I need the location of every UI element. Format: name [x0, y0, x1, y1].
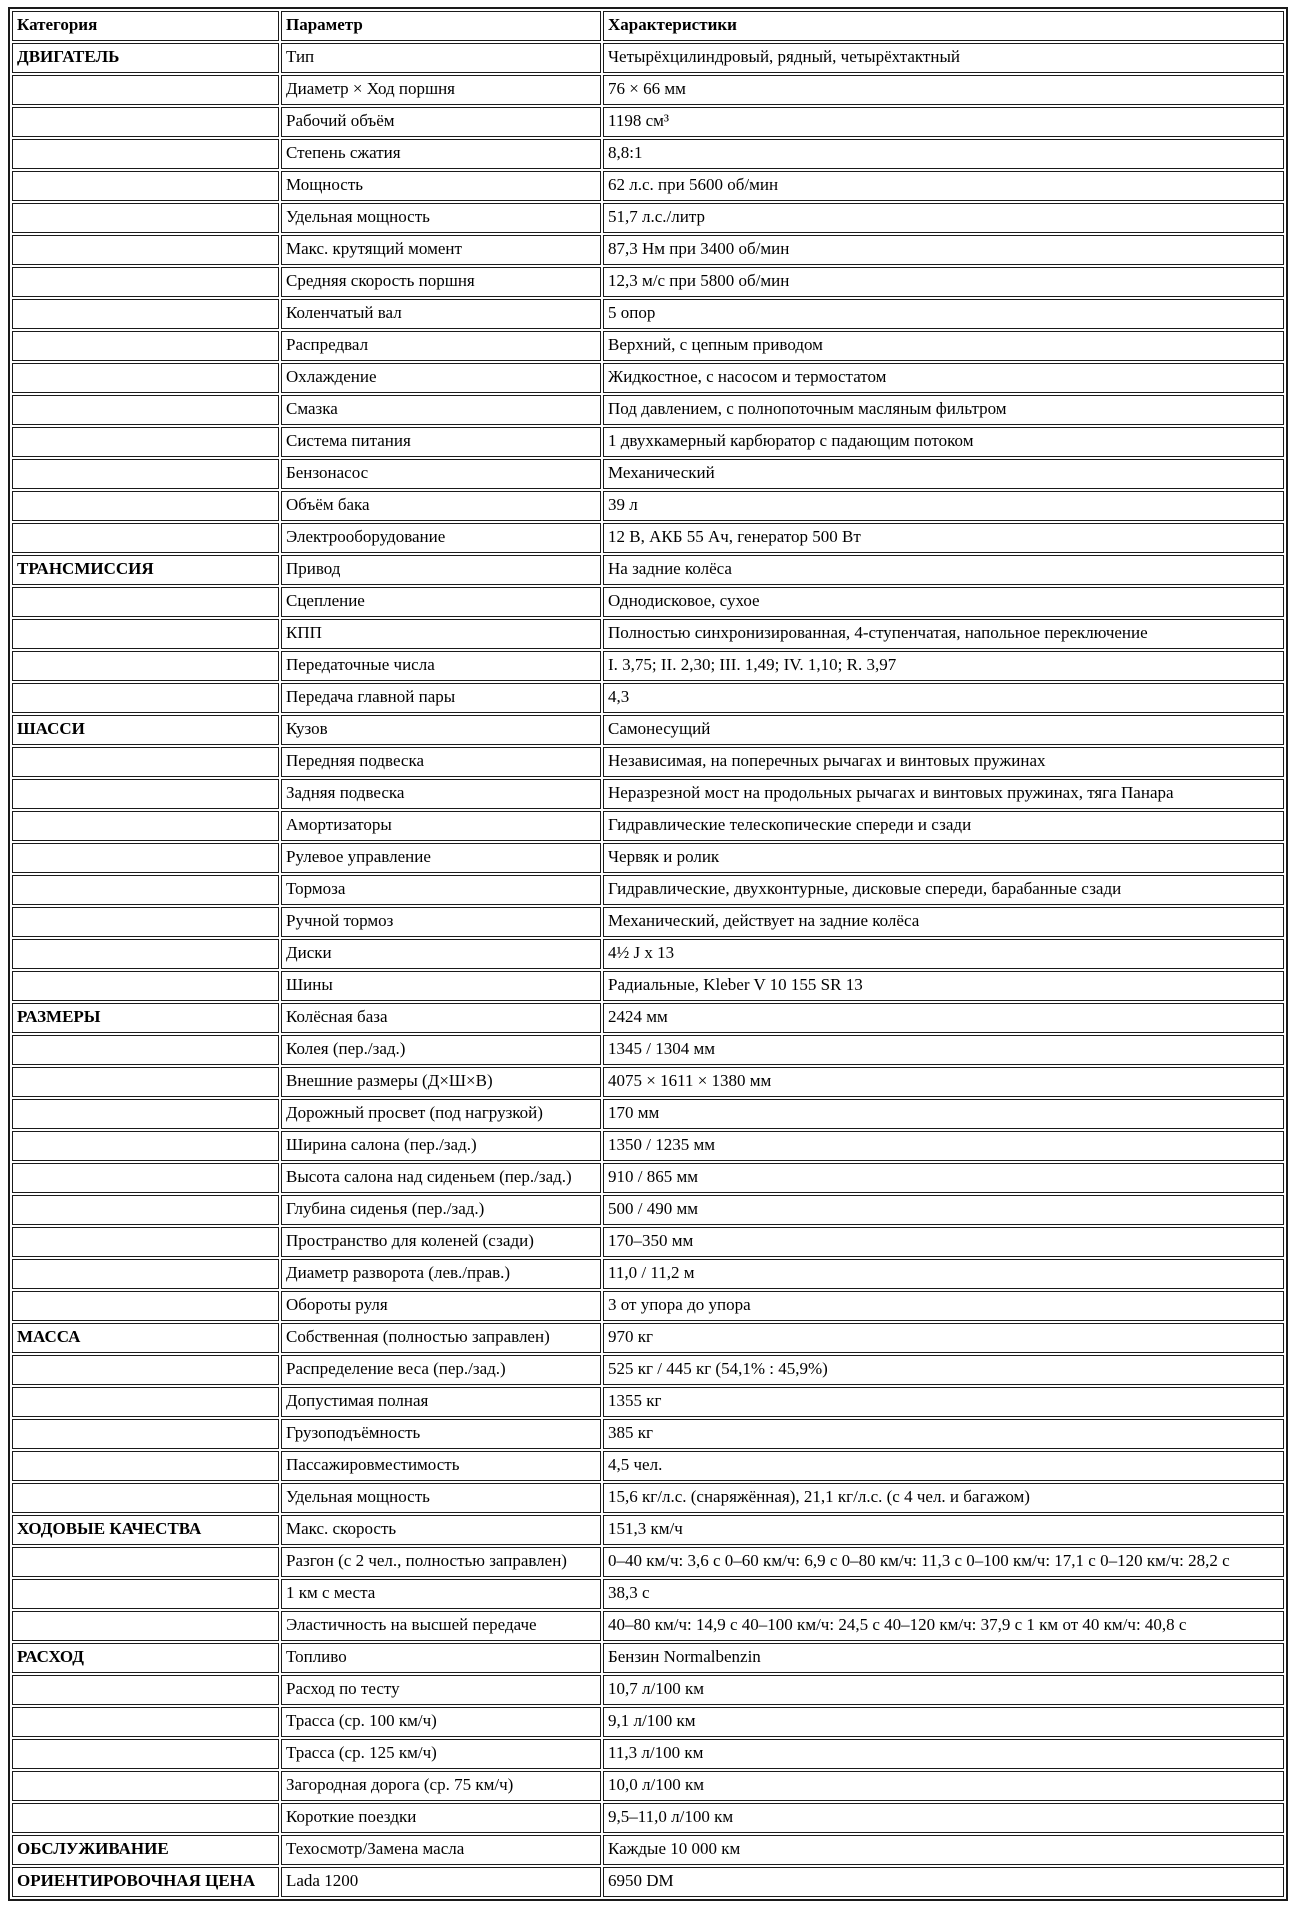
table-row — [12, 523, 1284, 553]
table-row — [12, 1547, 1284, 1577]
parameter-cell: Эластичность на высшей передаче — [281, 1611, 601, 1641]
category-cell — [12, 363, 279, 393]
table-row — [12, 1771, 1284, 1801]
table-row — [12, 971, 1284, 1001]
table-row — [12, 235, 1284, 265]
value-cell: 12 В, АКБ 55 Ач, генератор 500 Вт — [603, 523, 1284, 553]
category-cell — [12, 203, 279, 233]
value-cell: 38,3 с — [603, 1579, 1284, 1609]
table-row — [12, 1291, 1284, 1321]
parameter-cell: Тормоза — [281, 875, 601, 905]
category-cell — [12, 459, 279, 489]
category-cell: РАЗМЕРЫ — [12, 1003, 279, 1033]
category-cell: ОРИЕНТИРОВОЧНАЯ ЦЕНА — [12, 1867, 279, 1897]
value-cell: 151,3 км/ч — [603, 1515, 1284, 1545]
category-cell — [12, 683, 279, 713]
parameter-cell: Ширина салона (пер./зад.) — [281, 1131, 601, 1161]
value-cell: 40–80 км/ч: 14,9 с 40–100 км/ч: 24,5 с 40–120 км/ч: 37,9 с 1 км от 40 км/ч: 40,8 с — [603, 1611, 1284, 1641]
parameter-cell: Мощность — [281, 171, 601, 201]
parameter-cell: Собственная (полностью заправлен) — [281, 1323, 601, 1353]
table-row — [12, 587, 1284, 617]
parameter-cell: 1 км с места — [281, 1579, 601, 1609]
table-row — [12, 619, 1284, 649]
value-cell: I. 3,75; II. 2,30; III. 1,49; IV. 1,10; R. 3,97 — [603, 651, 1284, 681]
table-row — [12, 1387, 1284, 1417]
category-cell: ХОДОВЫЕ КАЧЕСТВА — [12, 1515, 279, 1545]
category-cell — [12, 1227, 279, 1257]
table-row — [12, 427, 1284, 457]
parameter-cell: Степень сжатия — [281, 139, 601, 169]
parameter-cell: Средняя скорость поршня — [281, 267, 601, 297]
category-cell — [12, 587, 279, 617]
table-row — [12, 1611, 1284, 1641]
value-cell: 3 от упора до упора — [603, 1291, 1284, 1321]
value-cell: Червяк и ролик — [603, 843, 1284, 873]
category-cell: МАССА — [12, 1323, 279, 1353]
parameter-cell: Задняя подвеска — [281, 779, 601, 809]
table-row — [12, 1003, 1284, 1033]
parameter-cell: Трасса (ср. 100 км/ч) — [281, 1707, 601, 1737]
parameter-cell: Ручной тормоз — [281, 907, 601, 937]
category-cell — [12, 779, 279, 809]
value-cell: Жидкостное, с насосом и термостатом — [603, 363, 1284, 393]
parameter-cell: Сцепление — [281, 587, 601, 617]
category-cell — [12, 619, 279, 649]
value-cell: 8,8:1 — [603, 139, 1284, 169]
parameter-cell: Диаметр разворота (лев./прав.) — [281, 1259, 601, 1289]
value-cell: 1198 см³ — [603, 107, 1284, 137]
table-row — [12, 1835, 1284, 1865]
category-cell — [12, 971, 279, 1001]
value-cell: На задние колёса — [603, 555, 1284, 585]
table-row — [12, 1515, 1284, 1545]
table-row — [12, 1163, 1284, 1193]
category-cell — [12, 331, 279, 361]
parameter-cell: Разгон (с 2 чел., полностью заправлен) — [281, 1547, 601, 1577]
table-row — [12, 1707, 1284, 1737]
value-cell: 910 / 865 мм — [603, 1163, 1284, 1193]
value-cell: 5 опор — [603, 299, 1284, 329]
parameter-cell: Диаметр × Ход поршня — [281, 75, 601, 105]
value-cell: 1355 кг — [603, 1387, 1284, 1417]
parameter-cell: Привод — [281, 555, 601, 585]
category-cell — [12, 1067, 279, 1097]
table-row — [12, 1419, 1284, 1449]
parameter-cell: Трасса (ср. 125 км/ч) — [281, 1739, 601, 1769]
value-cell: Однодисковое, сухое — [603, 587, 1284, 617]
parameter-cell: Топливо — [281, 1643, 601, 1673]
category-cell: ОБСЛУЖИВАНИЕ — [12, 1835, 279, 1865]
parameter-cell: Амортизаторы — [281, 811, 601, 841]
category-cell — [12, 1483, 279, 1513]
category-cell: ДВИГАТЕЛЬ — [12, 43, 279, 73]
column-header-category: Категория — [12, 11, 279, 41]
category-cell — [12, 523, 279, 553]
table-row — [12, 171, 1284, 201]
table-row — [12, 1099, 1284, 1129]
parameter-cell: Техосмотр/Замена масла — [281, 1835, 601, 1865]
value-cell: 62 л.с. при 5600 об/мин — [603, 171, 1284, 201]
category-cell — [12, 1451, 279, 1481]
table-row — [12, 651, 1284, 681]
value-cell: 10,7 л/100 км — [603, 1675, 1284, 1705]
category-cell — [12, 1547, 279, 1577]
table-row — [12, 1451, 1284, 1481]
table-row — [12, 1739, 1284, 1769]
value-cell: 15,6 кг/л.с. (снаряжённая), 21,1 кг/л.с. (с 4 чел. и багажом) — [603, 1483, 1284, 1513]
value-cell: Гидравлические телескопические спереди и сзади — [603, 811, 1284, 841]
parameter-cell: Распредвал — [281, 331, 601, 361]
table-row — [12, 1483, 1284, 1513]
category-cell — [12, 1099, 279, 1129]
category-cell — [12, 1131, 279, 1161]
category-cell — [12, 1259, 279, 1289]
table-row — [12, 299, 1284, 329]
category-cell — [12, 1771, 279, 1801]
table-row — [12, 107, 1284, 137]
parameter-cell: Короткие поездки — [281, 1803, 601, 1833]
table-row — [12, 1579, 1284, 1609]
value-cell: 500 / 490 мм — [603, 1195, 1284, 1225]
value-cell: 9,5–11,0 л/100 км — [603, 1803, 1284, 1833]
parameter-cell: Пассажировместимость — [281, 1451, 601, 1481]
value-cell: 9,1 л/100 км — [603, 1707, 1284, 1737]
parameter-cell: Обороты руля — [281, 1291, 601, 1321]
category-cell — [12, 843, 279, 873]
table-row — [12, 1803, 1284, 1833]
value-cell: 170 мм — [603, 1099, 1284, 1129]
parameter-cell: Дорожный просвет (под нагрузкой) — [281, 1099, 601, 1129]
parameter-cell: Макс. крутящий момент — [281, 235, 601, 265]
value-cell: 11,3 л/100 км — [603, 1739, 1284, 1769]
table-row — [12, 779, 1284, 809]
value-cell: 4,3 — [603, 683, 1284, 713]
parameter-cell: Колёсная база — [281, 1003, 601, 1033]
category-cell — [12, 1579, 279, 1609]
parameter-cell: Передаточные числа — [281, 651, 601, 681]
parameter-cell: Удельная мощность — [281, 203, 601, 233]
category-cell — [12, 299, 279, 329]
value-cell: Радиальные, Kleber V 10 155 SR 13 — [603, 971, 1284, 1001]
table-row — [12, 1355, 1284, 1385]
category-cell — [12, 1803, 279, 1833]
table-row — [12, 555, 1284, 585]
category-cell — [12, 1291, 279, 1321]
category-cell — [12, 107, 279, 137]
table-row — [12, 331, 1284, 361]
category-cell — [12, 267, 279, 297]
parameter-cell: Пространство для коленей (сзади) — [281, 1227, 601, 1257]
category-cell — [12, 491, 279, 521]
parameter-cell: Внешние размеры (Д×Ш×В) — [281, 1067, 601, 1097]
category-cell — [12, 1387, 279, 1417]
category-cell — [12, 139, 279, 169]
value-cell: 525 кг / 445 кг (54,1% : 45,9%) — [603, 1355, 1284, 1385]
value-cell: 1350 / 1235 мм — [603, 1131, 1284, 1161]
category-cell — [12, 939, 279, 969]
parameter-cell: Распределение веса (пер./зад.) — [281, 1355, 601, 1385]
table-row — [12, 1323, 1284, 1353]
parameter-cell: Кузов — [281, 715, 601, 745]
parameter-cell: Колея (пер./зад.) — [281, 1035, 601, 1065]
table-row — [12, 1227, 1284, 1257]
category-cell — [12, 747, 279, 777]
parameter-cell: Передняя подвеска — [281, 747, 601, 777]
category-cell — [12, 1035, 279, 1065]
value-cell: Четырёхцилиндровый, рядный, четырёхтактный — [603, 43, 1284, 73]
parameter-cell: Загородная дорога (ср. 75 км/ч) — [281, 1771, 601, 1801]
table-row — [12, 1867, 1284, 1897]
parameter-cell: Объём бака — [281, 491, 601, 521]
value-cell: 51,7 л.с./литр — [603, 203, 1284, 233]
column-header-parameter: Параметр — [281, 11, 601, 41]
category-cell — [12, 1195, 279, 1225]
parameter-cell: Электрооборудование — [281, 523, 601, 553]
parameter-cell: Тип — [281, 43, 601, 73]
value-cell: Неразрезной мост на продольных рычагах и винтовых пружинах, тяга Панара — [603, 779, 1284, 809]
value-cell: 39 л — [603, 491, 1284, 521]
parameter-cell: Шины — [281, 971, 601, 1001]
parameter-cell: Расход по тесту — [281, 1675, 601, 1705]
value-cell: Механический — [603, 459, 1284, 489]
parameter-cell: Глубина сиденья (пер./зад.) — [281, 1195, 601, 1225]
parameter-cell: Передача главной пары — [281, 683, 601, 713]
category-cell — [12, 1163, 279, 1193]
table-body — [12, 43, 1284, 1897]
category-cell — [12, 235, 279, 265]
parameter-cell: Lada 1200 — [281, 1867, 601, 1897]
value-cell: 385 кг — [603, 1419, 1284, 1449]
parameter-cell: Смазка — [281, 395, 601, 425]
table-row — [12, 491, 1284, 521]
parameter-cell: Допустимая полная — [281, 1387, 601, 1417]
category-cell — [12, 1707, 279, 1737]
value-cell: 170–350 мм — [603, 1227, 1284, 1257]
parameter-cell: Грузоподъёмность — [281, 1419, 601, 1449]
category-cell — [12, 651, 279, 681]
value-cell: 76 × 66 мм — [603, 75, 1284, 105]
table-row — [12, 1259, 1284, 1289]
table-row — [12, 1675, 1284, 1705]
category-cell — [12, 1355, 279, 1385]
category-cell — [12, 1611, 279, 1641]
category-cell — [12, 427, 279, 457]
value-cell: Механический, действует на задние колёса — [603, 907, 1284, 937]
table-row — [12, 715, 1284, 745]
table-row — [12, 875, 1284, 905]
table-row — [12, 395, 1284, 425]
table-row — [12, 1131, 1284, 1161]
value-cell: Верхний, с цепным приводом — [603, 331, 1284, 361]
table-row — [12, 683, 1284, 713]
value-cell: 4075 × 1611 × 1380 мм — [603, 1067, 1284, 1097]
table-row — [12, 203, 1284, 233]
category-cell — [12, 1739, 279, 1769]
value-cell: 4½ J x 13 — [603, 939, 1284, 969]
value-cell: 2424 мм — [603, 1003, 1284, 1033]
value-cell: Независимая, на поперечных рычагах и винтовых пружинах — [603, 747, 1284, 777]
parameter-cell: Макс. скорость — [281, 1515, 601, 1545]
category-cell — [12, 75, 279, 105]
table-row — [12, 267, 1284, 297]
parameter-cell: Система питания — [281, 427, 601, 457]
table-row — [12, 43, 1284, 73]
parameter-cell: Высота салона над сиденьем (пер./зад.) — [281, 1163, 601, 1193]
value-cell: 11,0 / 11,2 м — [603, 1259, 1284, 1289]
value-cell: 6950 DM — [603, 1867, 1284, 1897]
parameter-cell: Коленчатый вал — [281, 299, 601, 329]
category-cell — [12, 875, 279, 905]
table-row — [12, 811, 1284, 841]
value-cell: 0–40 км/ч: 3,6 с 0–60 км/ч: 6,9 с 0–80 км/ч: 11,3 с 0–100 км/ч: 17,1 с 0–120 км/ч: 28,2 с — [603, 1547, 1284, 1577]
category-cell — [12, 1419, 279, 1449]
header-row — [12, 11, 1284, 41]
table-row — [12, 747, 1284, 777]
category-cell: РАСХОД — [12, 1643, 279, 1673]
category-cell: ШАССИ — [12, 715, 279, 745]
parameter-cell: Охлаждение — [281, 363, 601, 393]
table-row — [12, 459, 1284, 489]
parameter-cell: Бензонасос — [281, 459, 601, 489]
parameter-cell: КПП — [281, 619, 601, 649]
value-cell: Бензин Normalbenzin — [603, 1643, 1284, 1673]
category-cell — [12, 1675, 279, 1705]
value-cell: Гидравлические, двухконтурные, дисковые спереди, барабанные сзади — [603, 875, 1284, 905]
table-row — [12, 843, 1284, 873]
value-cell: 970 кг — [603, 1323, 1284, 1353]
category-cell — [12, 171, 279, 201]
value-cell: Полностью синхронизированная, 4-ступенчатая, напольное переключение — [603, 619, 1284, 649]
table-row — [12, 1035, 1284, 1065]
table-row — [12, 939, 1284, 969]
parameter-cell: Удельная мощность — [281, 1483, 601, 1513]
value-cell: 12,3 м/с при 5800 об/мин — [603, 267, 1284, 297]
parameter-cell: Рулевое управление — [281, 843, 601, 873]
category-cell: ТРАНСМИССИЯ — [12, 555, 279, 585]
table-row — [12, 139, 1284, 169]
value-cell: 87,3 Нм при 3400 об/мин — [603, 235, 1284, 265]
spec-table — [8, 7, 1288, 1901]
column-header-characteristics: Характеристики — [603, 11, 1284, 41]
parameter-cell: Диски — [281, 939, 601, 969]
table-row — [12, 907, 1284, 937]
table-row — [12, 1195, 1284, 1225]
parameter-cell: Рабочий объём — [281, 107, 601, 137]
table-row — [12, 1643, 1284, 1673]
category-cell — [12, 811, 279, 841]
table-row — [12, 75, 1284, 105]
category-cell — [12, 907, 279, 937]
value-cell: 4,5 чел. — [603, 1451, 1284, 1481]
category-cell — [12, 395, 279, 425]
table-row — [12, 363, 1284, 393]
value-cell: Самонесущий — [603, 715, 1284, 745]
value-cell: Под давлением, с полнопоточным масляным фильтром — [603, 395, 1284, 425]
value-cell: 10,0 л/100 км — [603, 1771, 1284, 1801]
value-cell: 1345 / 1304 мм — [603, 1035, 1284, 1065]
table-row — [12, 1067, 1284, 1097]
value-cell: 1 двухкамерный карбюратор с падающим потоком — [603, 427, 1284, 457]
value-cell: Каждые 10 000 км — [603, 1835, 1284, 1865]
